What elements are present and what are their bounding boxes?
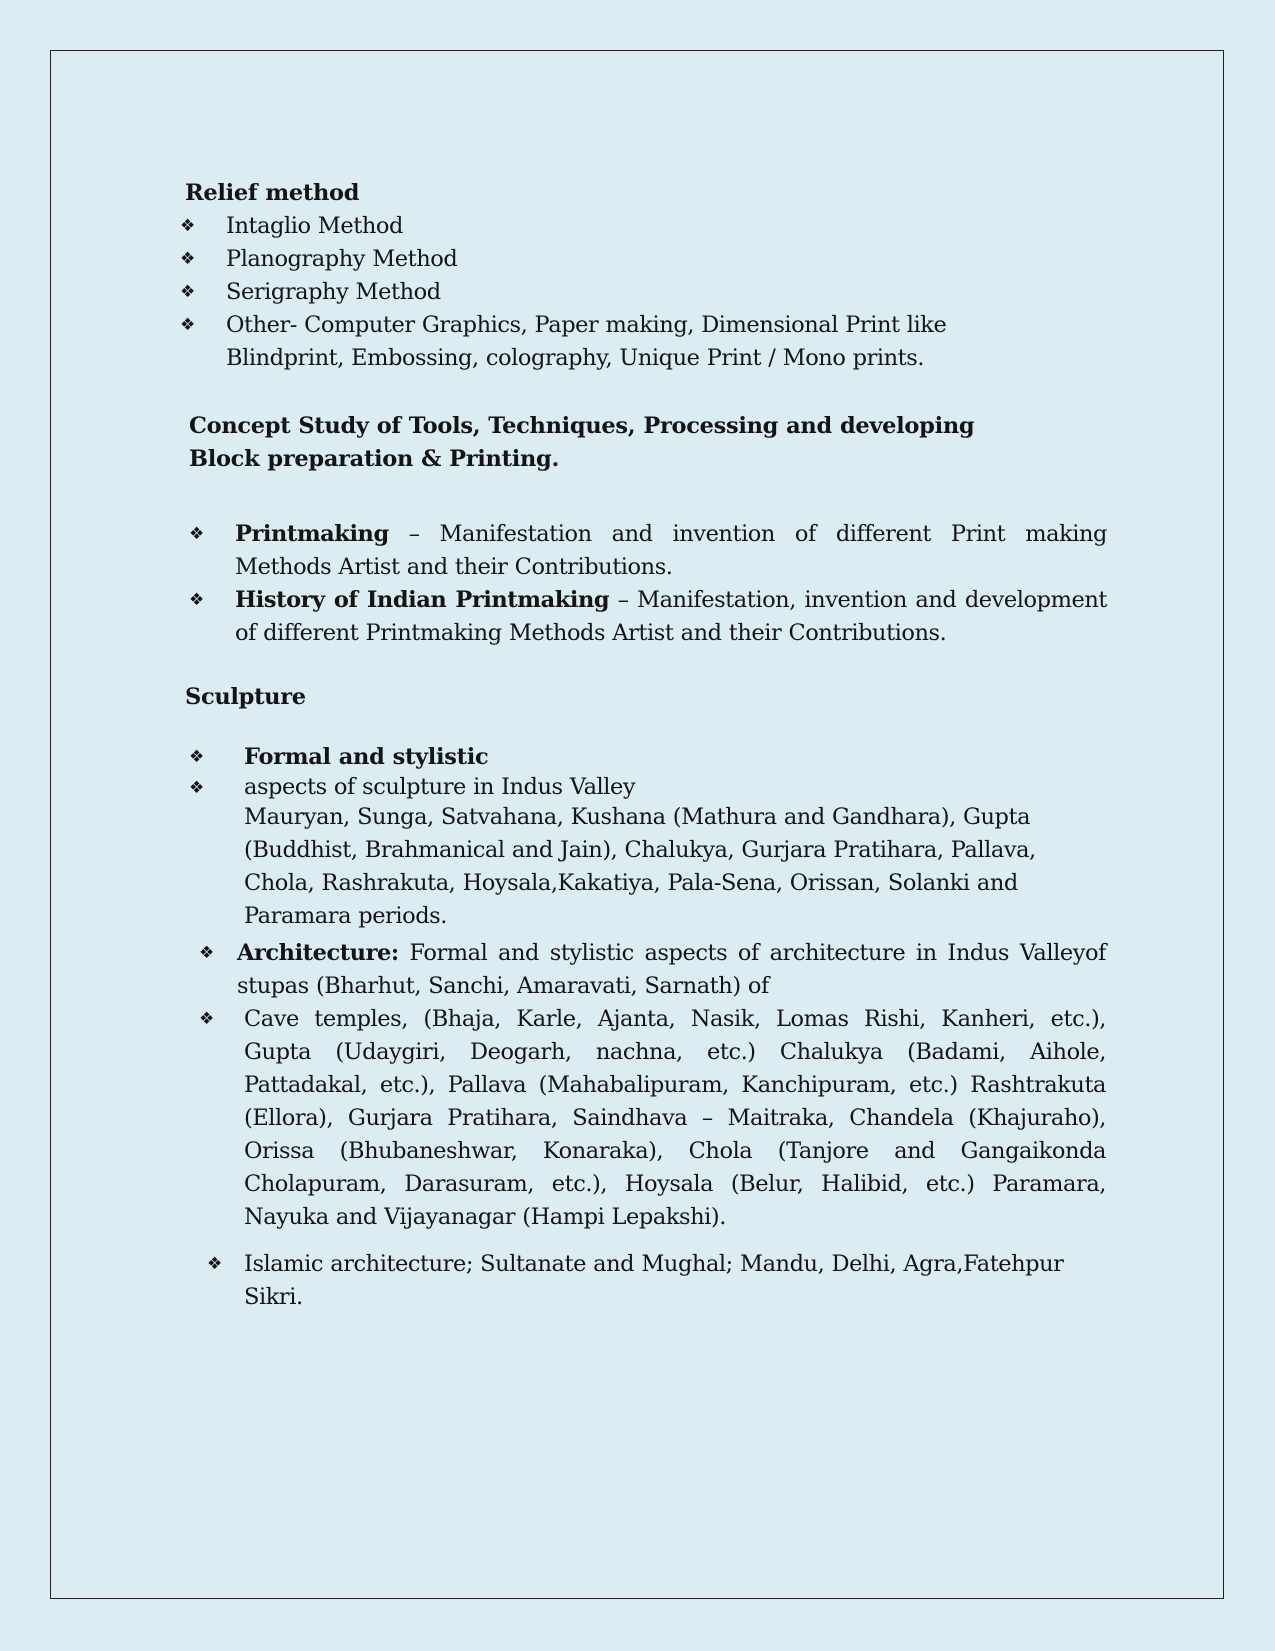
indian-printmaking-item	[235, 584, 1107, 650]
relief-heading: Relief method	[185, 180, 360, 206]
diamond-bullet-icon: ❖	[199, 943, 215, 963]
diamond-bullet-icon: ❖	[180, 315, 196, 335]
concept-heading: Concept Study of Tools, Techniques, Processing and developing Block preparation & Printing.	[189, 413, 975, 472]
architecture-term: Architecture:	[237, 940, 399, 966]
relief-item-planography: Planography Method	[226, 246, 458, 272]
islamic-architecture-item: Islamic architecture; Sultanate and Mughal; Mandu, Delhi, Agra,Fatehpur Sikri.	[244, 1251, 1064, 1310]
diamond-bullet-icon: ❖	[180, 282, 196, 302]
sculpture-item-aspects: aspects of sculpture in Indus Valley	[244, 774, 636, 800]
relief-item-intaglio: Intaglio Method	[226, 213, 403, 239]
sculpture-item-formal: Formal and stylistic	[244, 744, 489, 770]
diamond-bullet-icon: ❖	[189, 778, 205, 798]
diamond-bullet-icon: ❖	[199, 1009, 215, 1029]
architecture-item	[237, 937, 1106, 1003]
sculpture-heading: Sculpture	[185, 684, 306, 710]
sculpture-periods: Mauryan, Sunga, Satvahana, Kushana (Mathura and Gandhara), Gupta (Buddhist, Brahmanical and Jain), Chalukya, Gurjara Pratihara, Pallava, Chola, Rashrakuta, Hoysala,Kakatiya, Pala-Sena, Orissan, Solanki and Paramara periods.	[244, 804, 1036, 929]
diamond-bullet-icon: ❖	[180, 216, 196, 236]
relief-item-other: Other- Computer Graphics, Paper making, Dimensional Print like Blindprint, Embossing, colography, Unique Print / Mono prints.	[226, 312, 947, 371]
relief-item-serigraphy: Serigraphy Method	[226, 279, 441, 305]
printmaking-term: Printmaking	[235, 521, 389, 547]
cave-temples-item: Cave temples, (Bhaja, Karle, Ajanta, Nasik, Lomas Rishi, Kanheri, etc.), Gupta (Udaygiri, Deogarh, nachna, etc.) Chalukya (Badami, Aihole, Pattadakal, etc.), Pallava (Mahabalipuram, Kanchipuram, etc.) Rashtrakuta (Ellora), Gurjara Pratihara, Saindhava – Maitraka, Chandela (Khajuraho), Orissa (Bhubaneshwar, Konaraka), Chola (Tanjore and Gangaikonda Cholapuram, Darasuram, etc.), Hoysala (Belur, Halibid, etc.) Paramara, Nayuka and Vijayanagar (Hampi Lepakshi).	[244, 1006, 1106, 1230]
printmaking-text: – Manifestation and invention of different Print making Methods Artist and their Contributions.	[235, 521, 1107, 580]
indian-printmaking-text: – Manifestation, invention and development of different Printmaking Methods Artist and their Contributions.	[235, 587, 1107, 646]
indian-printmaking-term: History of Indian Printmaking	[235, 587, 610, 613]
printmaking-item	[235, 518, 1107, 584]
diamond-bullet-icon: ❖	[189, 590, 205, 610]
diamond-bullet-icon: ❖	[189, 747, 205, 767]
diamond-bullet-icon: ❖	[189, 524, 205, 544]
architecture-text: Formal and stylistic aspects of architecture in Indus Valleyof stupas (Bharhut, Sanchi, Amaravati, Sarnath) of	[237, 940, 1106, 999]
diamond-bullet-icon: ❖	[180, 249, 196, 269]
diamond-bullet-icon: ❖	[207, 1254, 223, 1274]
